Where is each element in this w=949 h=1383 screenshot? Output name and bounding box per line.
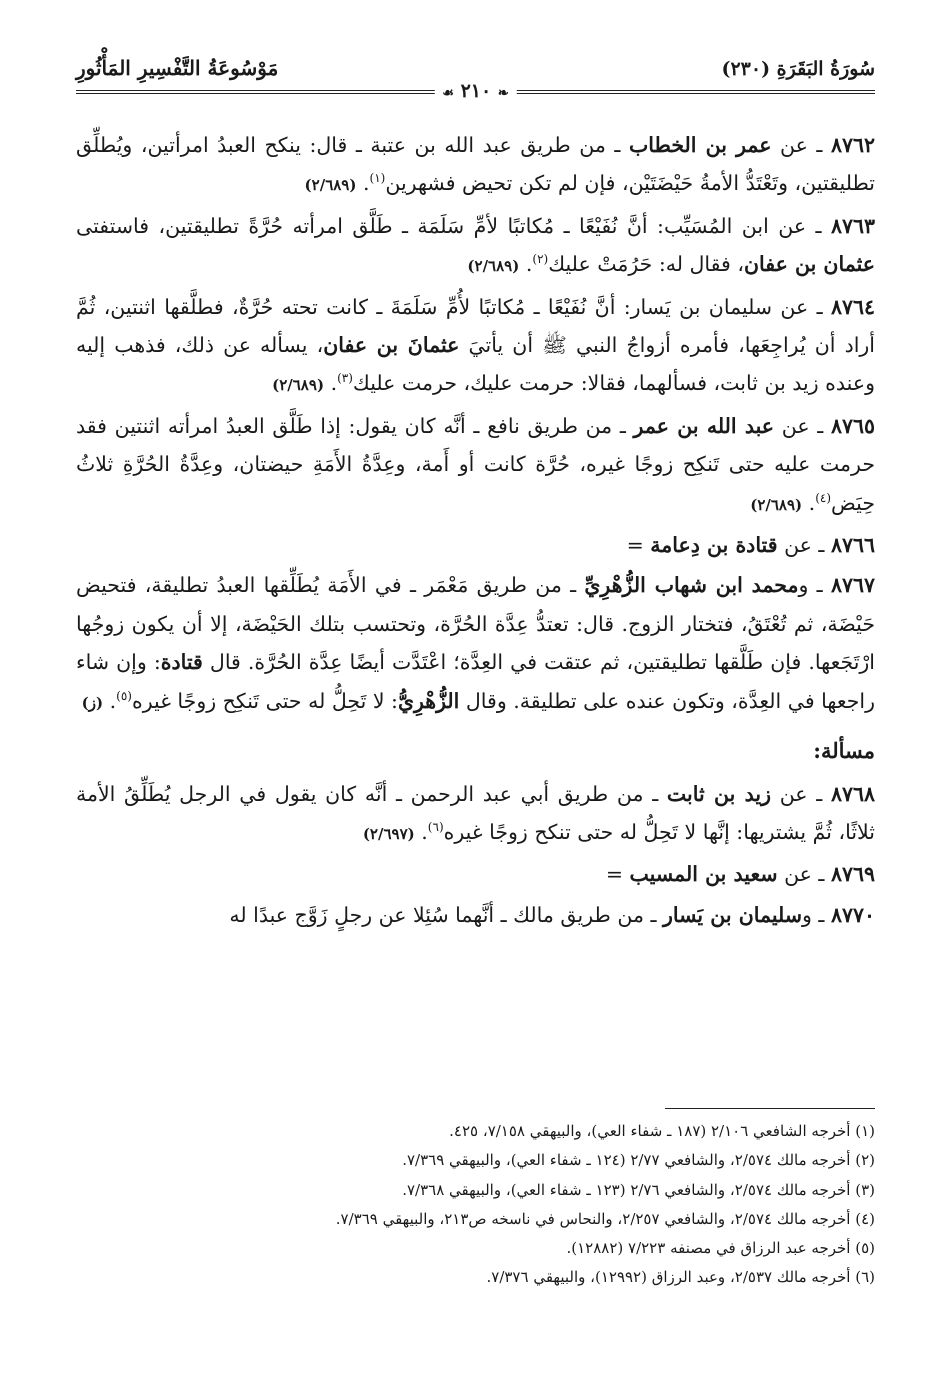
footnote-marker: (٤) bbox=[815, 490, 832, 505]
entry-text: = bbox=[626, 533, 651, 558]
entry-text: ـ و bbox=[798, 573, 831, 598]
ornament-icon: ❧ bbox=[497, 86, 509, 101]
footnote-item: (٦) أخرجه مالك ٢/٥٣٧، وعبد الرزاق (١٢٩٩٢)، والبيهقي ٧/٣٧٦. bbox=[486, 1268, 875, 1287]
entry-text: ـ من طريق عبد الله بن عتبة ـ قال: ينكح العبدُ امرأتين، ويُطلِّق تطليقتين، وتَعْتَدُّ الأمةُ حَيْضَتَيْن، فإن لم تكن تحيض فشهرين bbox=[76, 133, 875, 196]
narration-entry bbox=[76, 288, 875, 405]
page-number-badge bbox=[434, 80, 516, 102]
narrator-name: زيد بن ثابت bbox=[666, 781, 771, 806]
page-number: ٢١٠ bbox=[460, 80, 492, 102]
footnote-item: (١) أخرجه الشافعي ٢/١٠٦ (١٨٧ ـ شفاء العي)، والبيهقي ٧/١٥٨، ٤٢٥. bbox=[449, 1122, 875, 1140]
entry-text: ـ عن bbox=[771, 133, 831, 157]
entry-number: ٨٧٦٤ bbox=[830, 294, 875, 319]
entry-text: ـ و bbox=[802, 902, 831, 927]
footnotes bbox=[76, 1117, 875, 1293]
cross-reference: (٢/٦٨٩) bbox=[304, 176, 357, 195]
entry-number: ٨٧٦٣ bbox=[830, 213, 875, 238]
entry-text: . bbox=[324, 371, 338, 396]
entry-text: . bbox=[103, 688, 117, 713]
ornament-icon: ☙ bbox=[442, 86, 454, 101]
entry-text: ـ عن سليمان بن يَسار: أنَّ نُفَيْعًا ـ مُكاتبًا لأُمِّ سَلَمَةَ ـ كانت تحته حُرَّةٌ، فطلَّقها اثنتين، ثُمَّ أراد أن يُراجِعَها، فأمره أزواجُ النبي ﷺ أن يأتيَ bbox=[76, 294, 875, 358]
footnote-item: (٥) أخرجه عبد الرزاق في مصنفه ٧/٢٢٣ (١٢٨٨٢). bbox=[566, 1239, 875, 1258]
entry-text: = bbox=[605, 862, 630, 887]
section-heading: مسألة: bbox=[813, 738, 875, 764]
entry-text: ـ من طريق نافع ـ أنَّه كان يقول: إذا طَلَّق العبدُ امرأته اثنتين فقد حرمت عليه حتى تَنكِح زوجًا غيره، حُرَّة كانت أو أَمة، وعِدَّةُ الأَمَةِ حيضتان، وعِدَّةُ الحُرَّةِ ثلاثُ حِيَض bbox=[76, 413, 875, 515]
entry-text: ، فقال له: حَرُمَتْ عليك bbox=[548, 252, 744, 277]
cross-reference: (٢/٦٩٧) bbox=[362, 824, 415, 843]
cross-reference: (ز) bbox=[81, 693, 104, 712]
entries-list-2 bbox=[76, 775, 875, 935]
cross-reference: (٢/٦٨٩) bbox=[750, 495, 803, 514]
footnote-item: (٢) أخرجه مالك ٢/٥٧٤، والشافعي ٢/٧٧ (١٢٤ ـ شفاء العي)، والبيهقي ٧/٣٦٩. bbox=[402, 1151, 875, 1170]
narrator-name: سليمان بن يَسار bbox=[662, 902, 802, 927]
entry-number: ٨٧٦٢ bbox=[830, 133, 876, 157]
entry-text: : لا تَحِلُّ له حتى تَنكِح زوجًا غيره bbox=[131, 688, 398, 713]
entry-number: ٨٧٦٧ bbox=[830, 573, 875, 598]
book-title: مَوْسُوعَةُ التَّفْسِيرِ المَأْثُورِ bbox=[76, 56, 279, 80]
narration-entry bbox=[76, 126, 875, 205]
page-header bbox=[76, 54, 875, 102]
entry-text: ـ من طريق مالك ـ أنَّهما سُئِلا عن رجلٍ زَوَّج عبدًا له bbox=[229, 902, 663, 927]
narrator-name: سعيد بن المسيب bbox=[629, 862, 778, 887]
footnote-item: (٤) أخرجه مالك ٢/٥٧٤، والشافعي ٢/٢٥٧، والنحاس في ناسخه ص٢١٣، والبيهقي ٧/٣٦٩. bbox=[335, 1209, 875, 1228]
entry-number: ٨٧٦٨ bbox=[830, 781, 875, 806]
footnote-marker: (٥) bbox=[116, 688, 132, 703]
entry-text: ، يسأله عن ذلك، فذهب إليه وعنده زيد بن ثابت، فسألهما، فقالا: حرمت عليك، حرمت عليك bbox=[76, 333, 875, 396]
narration-entry bbox=[76, 896, 875, 934]
entry-text: : وإن شاء راجعها في العِدَّة، وتكون عنده على تطليقة. وقال bbox=[76, 650, 875, 713]
entry-number: ٨٧٦٩ bbox=[830, 862, 875, 887]
surah-title: سُورَةُ البَقَرَةِ (٢٣٠) bbox=[721, 58, 875, 80]
entry-number: ٨٧٦٦ bbox=[830, 533, 875, 558]
narration-entry bbox=[76, 526, 875, 564]
narration-entry bbox=[76, 566, 875, 722]
narrator-name: قتادة بن دِعامة bbox=[650, 533, 778, 558]
footnote-marker: (٢) bbox=[532, 252, 549, 267]
entry-number: ٨٧٦٥ bbox=[830, 413, 875, 438]
entry-text: ـ عن bbox=[774, 413, 831, 438]
entry-text: . bbox=[519, 252, 533, 277]
main-text bbox=[76, 126, 875, 936]
narration-entry bbox=[76, 855, 875, 893]
cross-reference: (٢/٦٨٩) bbox=[467, 257, 520, 276]
entry-text: . bbox=[802, 490, 816, 515]
entry-text: ـ عن ابن المُسَيِّب: أنَّ نُفَيْعًا ـ مُكاتبًا لأمِّ سَلَمَة ـ طَلَّق امرأته حُرَّةً تطليقتين، فاستفتى bbox=[76, 213, 831, 238]
entry-text: ـ عن bbox=[771, 781, 831, 806]
entry-text: ـ من طريق أبي عبد الرحمن ـ أنَّه كان يقول في الرجل يُطَلِّقُ الأمة ثلاثًا، ثُمَّ يشتريها: إنَّها لا تَحِلُّ له حتى تنكح زوجًا غيره bbox=[76, 781, 875, 844]
entry-text: ـ عن bbox=[777, 533, 831, 558]
entries-list bbox=[76, 126, 875, 722]
footnote-marker: (١) bbox=[369, 171, 386, 186]
footnote-marker: (٣) bbox=[337, 371, 353, 386]
cross-reference: (٢/٦٨٩) bbox=[272, 376, 325, 395]
narration-entry bbox=[76, 407, 875, 524]
footnote-separator bbox=[665, 1108, 875, 1109]
narrator-name: عثمانَ بن عفان bbox=[323, 333, 460, 358]
entry-text: ـ عن bbox=[777, 862, 831, 887]
narrator-name: عثمان بن عفان bbox=[743, 252, 875, 277]
narrator-name: محمد ابن شهاب الزُّهْرِيِّ bbox=[584, 573, 799, 598]
footnote-marker: (٦) bbox=[427, 820, 444, 835]
narrator-name: قتادة bbox=[160, 650, 203, 675]
narration-entry bbox=[76, 207, 875, 286]
narration-entry bbox=[76, 775, 875, 854]
entry-text: ـ من طريق مَعْمَر ـ في الأَمَة يُطَلِّقها العبدُ تطليقة، فتحيض حَيْضَة، ثم تُعْتَقُ، فتختار الزوج. قال: تعتدُّ عِدَّة الحُرَّة، وتحتسب بتلك الحَيْضَة، إلا أن يكون زوجُها ارْتَجَعها. فإن طَلَّقها تطليقتين، ثم عتقت في العِدَّة؛ اعْتَدَّت أيضًا عِدَّة الحُرَّة. قال bbox=[76, 573, 876, 675]
entry-number: ٨٧٧٠ bbox=[830, 902, 875, 927]
footnote-item: (٣) أخرجه مالك ٢/٥٧٤، والشافعي ٢/٧٦ (١٢٣ ـ شفاء العي)، والبيهقي ٧/٣٦٨. bbox=[402, 1180, 875, 1199]
narrator-name: عبد الله بن عمر bbox=[633, 413, 775, 438]
entry-text: . bbox=[414, 819, 428, 844]
narrator-name: الزُّهْرِيُّ bbox=[397, 688, 460, 713]
entry-text: . bbox=[356, 171, 370, 196]
narrator-name: عمر بن الخطاب bbox=[628, 133, 772, 157]
